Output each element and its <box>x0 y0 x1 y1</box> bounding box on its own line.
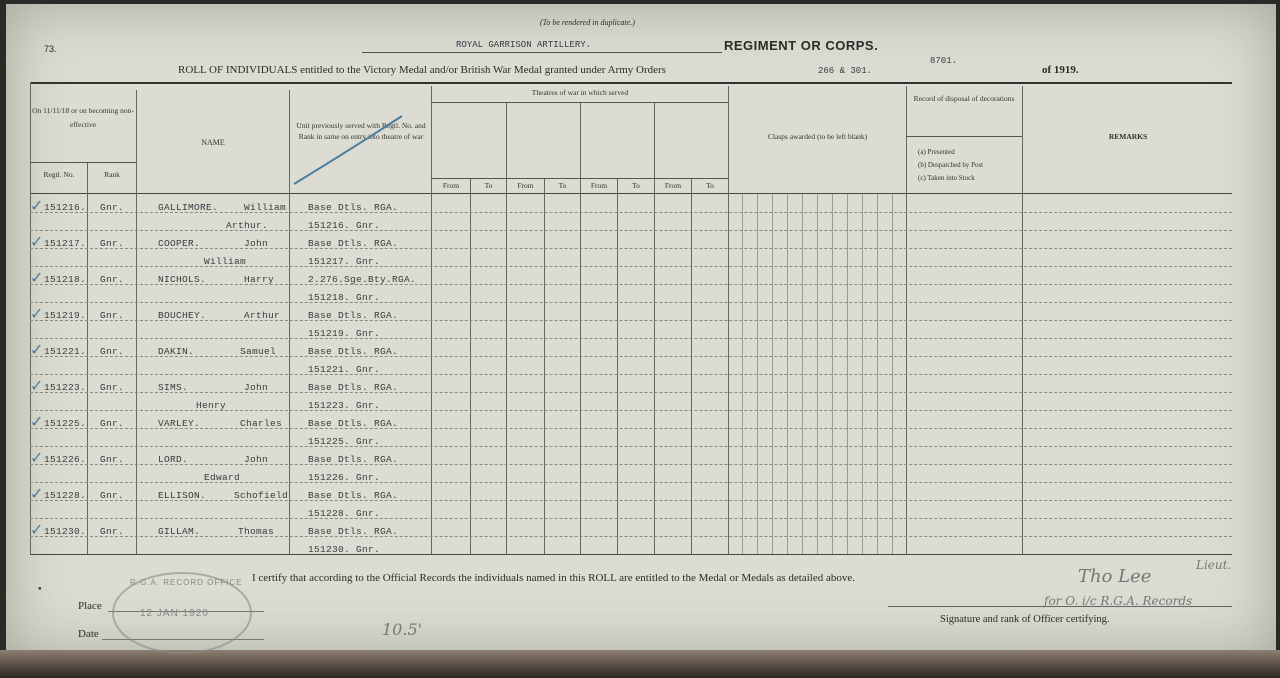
surname: DAKIN. <box>158 346 195 357</box>
surname: SIMS. <box>158 382 189 393</box>
unit-line-1: Base Dtls. RGA. <box>308 346 399 357</box>
col-rule <box>580 102 581 554</box>
forename: Schofield <box>234 490 289 501</box>
forename: John <box>244 454 269 465</box>
rank: Gnr. <box>100 238 125 249</box>
header-to-2: To <box>558 181 567 190</box>
col-rule <box>544 178 545 554</box>
army-orders-number: 266 & 301. <box>818 66 873 76</box>
header-as-on: On 11/11/18 or on becoming non-effective <box>32 106 134 129</box>
rank: Gnr. <box>100 346 125 357</box>
regtl-no: 151218. <box>44 274 87 285</box>
unit-line-2: 151226. Gnr. <box>308 472 381 483</box>
forename-2: Edward <box>204 472 241 483</box>
header-from-3: From <box>590 181 608 190</box>
book-binding <box>0 650 1280 678</box>
unit-line-2: 151223. Gnr. <box>308 400 381 411</box>
unit-line-2: 151216. Gnr. <box>308 220 381 231</box>
regtl-no: 151226. <box>44 454 87 465</box>
surname: COOPER. <box>158 238 201 249</box>
rank: Gnr. <box>100 382 125 393</box>
disposal-options <box>918 146 983 185</box>
blue-pencil-mark <box>290 110 410 190</box>
regtl-no: 151219. <box>44 310 87 321</box>
header-to-1: To <box>484 181 493 190</box>
header-disposal: Record of disposal of decorations <box>913 94 1015 103</box>
forename: William <box>244 202 287 213</box>
header-from-1: From <box>442 181 460 190</box>
disposal-option-c: (c) Taken into Stock <box>918 174 975 182</box>
unit-line-1: Base Dtls. RGA. <box>308 202 399 213</box>
col-rule <box>691 178 692 554</box>
header-to-3: To <box>632 181 640 190</box>
stamp-date: 12 JAN 1920 <box>140 608 209 619</box>
rank: Gnr. <box>100 310 125 321</box>
unit-line-1: Base Dtls. RGA. <box>308 310 399 321</box>
regtl-no: 151225. <box>44 418 87 429</box>
header-sub-rule <box>906 136 1022 137</box>
surname: GALLIMORE. <box>158 202 219 213</box>
rank: Gnr. <box>100 454 125 465</box>
header-name: NAME <box>201 138 225 147</box>
unit-line-2: 151217. Gnr. <box>308 256 381 267</box>
signature-on-behalf: for O. i/c R.G.A. Records <box>1044 594 1193 608</box>
roll-year: of 1919. <box>1042 64 1079 76</box>
forename: John <box>244 382 269 393</box>
bullet-dot: ● <box>38 586 42 592</box>
header-from-4: From <box>664 181 682 190</box>
header-sub-rule <box>431 102 728 103</box>
regtl-no: 151230. <box>44 526 87 537</box>
forename-2: William <box>204 256 247 267</box>
date-label: Date <box>78 628 99 640</box>
header-rank: Rank <box>104 170 120 179</box>
signature-rank: Lieut. <box>1196 558 1232 572</box>
roll-number: 8701. <box>930 56 958 66</box>
regtl-no: 151223. <box>44 382 87 393</box>
rank: Gnr. <box>100 202 125 213</box>
unit-line-2: 151218. Gnr. <box>308 292 381 303</box>
certification-text: I certify that according to the Official Records the individuals named in this ROLL are entitled to the Medal or Medals as detailed above. <box>252 572 855 584</box>
disposal-option-b: (b) Despatched by Post <box>918 161 984 169</box>
rank: Gnr. <box>100 418 125 429</box>
col-rule <box>654 102 655 554</box>
surname: BOUCHEY. <box>158 310 207 321</box>
forename-2: Arthur. <box>226 220 269 231</box>
regtl-no: 151221. <box>44 346 87 357</box>
regiment-underline <box>362 52 722 53</box>
disposal-option-a: (a) Presented <box>918 148 955 156</box>
table-bottom-rule <box>30 554 1232 555</box>
header-unit: Unit previously served with Regtl. No. and Rank in same on entry into theatre of war <box>296 121 426 141</box>
header-regtl-no: Regtl. No. <box>43 170 75 179</box>
header-from-2: From <box>517 181 534 190</box>
unit-line-1: Base Dtls. RGA. <box>308 526 399 537</box>
header-bottom-rule <box>30 193 1232 194</box>
col-rule <box>136 90 137 554</box>
regtl-no: 151228. <box>44 490 87 501</box>
unit-line-2: 151225. Gnr. <box>308 436 381 447</box>
header-remarks: REMARKS <box>1108 132 1148 141</box>
regiment-typed: ROYAL GARRISON ARTILLERY. <box>456 40 592 50</box>
surname: ELLISON. <box>158 490 207 501</box>
header-to-4: To <box>706 181 714 190</box>
forename: Arthur <box>244 310 281 321</box>
forename: Thomas <box>238 526 275 537</box>
col-rule <box>506 102 507 554</box>
unit-line-2: 151228. Gnr. <box>308 508 381 519</box>
header-sub-rule <box>30 162 136 163</box>
col-rule <box>470 178 471 554</box>
unit-line-1: Base Dtls. RGA. <box>308 418 399 429</box>
surname: LORD. <box>158 454 189 465</box>
unit-line-2: 151219. Gnr. <box>308 328 381 339</box>
stamp-text: R.G.A. RECORD OFFICE <box>130 578 243 587</box>
col-rule <box>87 162 88 554</box>
surname: VARLEY. <box>158 418 201 429</box>
unit-line-2: 151230. Gnr. <box>308 544 381 555</box>
rank: Gnr. <box>100 490 125 501</box>
forename: Samuel <box>240 346 277 357</box>
duplicate-note: (To be rendered in duplicate.) <box>540 18 635 27</box>
header-theatres: Theatres of war in which served <box>531 88 629 97</box>
signature-label: Signature and rank of Officer certifying. <box>940 614 1110 625</box>
unit-line-1: 2.276.Sge.Bty.RGA. <box>308 274 417 285</box>
pencil-note: 10.5' <box>382 620 423 639</box>
regtl-no: 151217. <box>44 238 87 249</box>
rank: Gnr. <box>100 526 125 537</box>
unit-line-1: Base Dtls. RGA. <box>308 490 399 501</box>
page-number: 73. <box>44 44 57 54</box>
regiment-heading: REGIMENT OR CORPS. <box>724 38 879 53</box>
forename: Charles <box>240 418 283 429</box>
unit-line-1: Base Dtls. RGA. <box>308 238 399 249</box>
header-clasps: Clasps awarded (to be left blank) <box>767 132 868 141</box>
unit-line-1: Base Dtls. RGA. <box>308 382 399 393</box>
roll-title: ROLL OF INDIVIDUALS entitled to the Victory Medal and/or British War Medal granted under Army Orders <box>178 64 666 76</box>
surname: GILLAM. <box>158 526 201 537</box>
table-top-rule <box>30 82 1232 84</box>
forename: Harry <box>244 274 275 285</box>
signature-name: Tho Lee <box>1078 566 1152 587</box>
col-rule <box>617 178 618 554</box>
regtl-no: 151216. <box>44 202 87 213</box>
unit-line-1: Base Dtls. RGA. <box>308 454 399 465</box>
forename-2: Henry <box>196 400 227 411</box>
unit-line-2: 151221. Gnr. <box>308 364 381 375</box>
rank: Gnr. <box>100 274 125 285</box>
place-label: Place <box>78 600 102 612</box>
surname: NICHOLS. <box>158 274 207 285</box>
forename: John <box>244 238 269 249</box>
